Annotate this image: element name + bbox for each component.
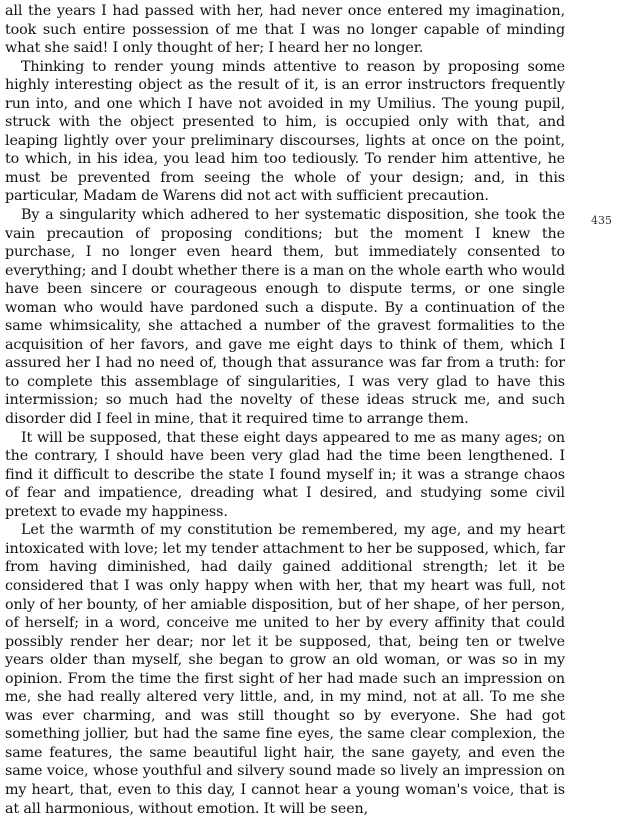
paragraph-conditions: By a singularity which adhered to her systematic disposition, she took the vain precaution of proposing conditions; but the moment I knew the purchase, I no longer even heard them, but immediately consented to everything; and I doubt whether there is a man on the whole earth who would have been sincere or courageous enough to dispute terms, or one single woman who would have pardoned such a dispute. By a continuation of the same whimsicality, she attached a number of the gravest formalities to the acquisition of her favors, and gave me eight days to think of them, which I assured her I had no need of, though that assurance was far from a truth: for to complete this assemblage of singularities, I was very glad to have this intermission; so much had the novelty of these ideas struck me, and such disorder did I feel in mine, that it required time to arrange them.: [5, 207, 565, 428]
page-number: 435: [591, 214, 612, 227]
book-page-text: [5, 2, 565, 818]
paragraph-warmth: Let the warmth of my constitution be remembered, my age, and my heart intoxicated with love; let my tender attachment to her be supposed, which, far from having diminished, had daily gained additional strength; let it be considered that I was only happy when with her, that my heart was full, not only of her bounty, of her amiable disposition, but of her shape, of her person, of herself; in a word, conceive me united to her by every affinity that could possibly render her dear; nor let it be supposed, that, being ten or twelve years older than myself, she began to grow an old woman, or was so in my opinion. From the time the first sight of her had made such an impression on me, she had really altered very little, and, in my mind, not at all. To me she was ever charming, and was still thought so by everyone. She had got something jollier, but had the same fine eyes, the same clear complexion, the same features, the same beautiful light hair, the sane gayety, and even the same voice, whose youthful and silvery sound made so lively an impression on my heart, that, even to this day, I cannot hear a young woman's voice, that is at all harmonious, without emotion. It will be seen,: [5, 522, 565, 817]
paragraph-eight-days: It will be supposed, that these eight days appeared to me as many ages; on the contrary, I should have been very glad had the time been lengthened. I find it difficult to describe the state I found myself in; it was a strange chaos of fear and impatience, dreading what I desired, and studying some civil pretext to evade my happiness.: [5, 429, 565, 520]
paragraph-continued: all the years I had passed with her, had never once entered my imagination, took such entire possession of me that I was no longer capable of minding what she said! I only thought of her; I heard her no longer.: [5, 3, 565, 57]
paragraph-umilius: Thinking to render young minds attentive to reason by proposing some highly interesting object as the result of it, is an error instructors frequently run into, and one which I have not avoided in my Umilius. The young pupil, struck with the object presented to him, is occupied only with that, and leaping lightly over your preliminary discourses, lights at once on the point, to which, in his idea, you lead him too tediously. To render him attentive, he must be prevented from seeing the whole of your design; and, in this particular, Madam de Warens did not act with sufficient precaution.: [5, 58, 565, 205]
